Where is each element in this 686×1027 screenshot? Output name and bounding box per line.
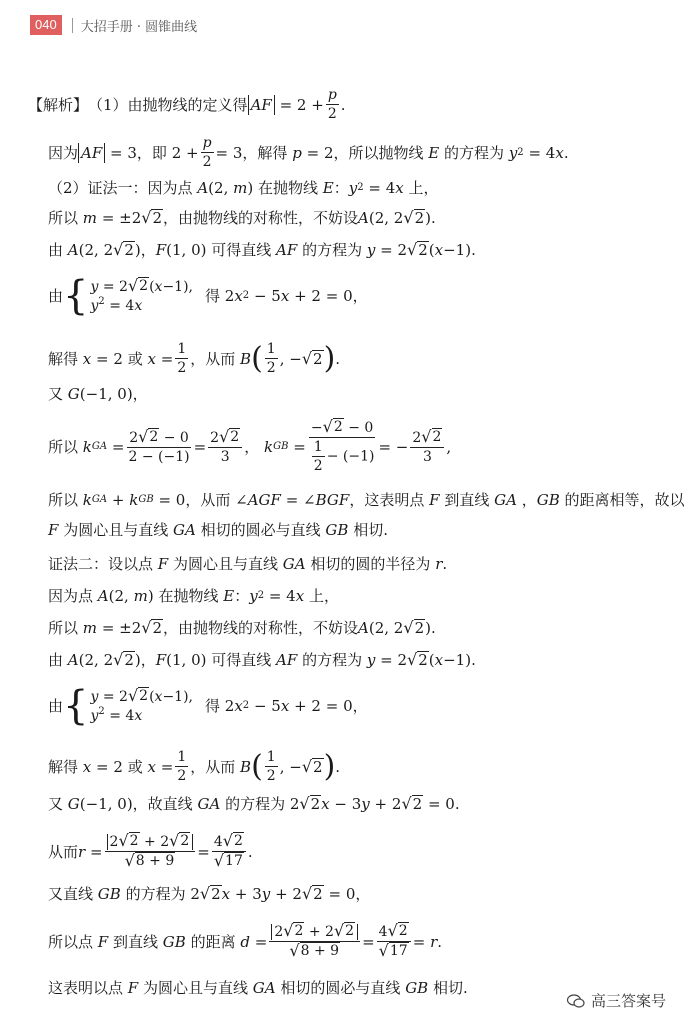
- solution-line-15: [48, 650, 476, 670]
- sqrt: √ 2: [401, 794, 423, 813]
- var: k: [82, 491, 92, 509]
- text: =: [193, 437, 207, 456]
- text: (1, 0) 可得直线: [166, 241, 272, 259]
- fraction: − √ 2 − 0 $\frac{1}{2}$ − (−1): [310, 417, 375, 474]
- text: )，: [134, 651, 156, 669]
- var: x: [147, 349, 156, 368]
- text: (: [149, 688, 155, 705]
- text: + 3: [234, 885, 262, 903]
- solution-line-6: 由 { y = 2 √ 2 (x−1), $y^2 = 4x$ 得 2 x 2 − 5 x + 2 = 0，: [48, 273, 368, 319]
- solution-line-9: [48, 418, 451, 475]
- text: 为圆心且与直线: [173, 555, 279, 573]
- text: = 2 或: [96, 349, 143, 368]
- var: p: [202, 135, 212, 151]
- var: GB: [325, 521, 349, 539]
- text: = 2 +: [279, 95, 324, 114]
- var: p: [292, 143, 302, 162]
- solution-line-5: [48, 240, 476, 260]
- text: (2, 2: [78, 241, 114, 259]
- var: GB: [97, 885, 121, 903]
- var: x: [147, 757, 156, 776]
- var: BGF: [315, 491, 350, 509]
- text: = ±2: [101, 209, 142, 227]
- text: .: [442, 555, 448, 573]
- text: =: [89, 842, 103, 861]
- text: 相切的圆必与直线: [280, 979, 401, 997]
- text: +: [111, 491, 125, 509]
- solution-tag: 【解析】: [28, 95, 89, 114]
- text: 到直线: [444, 491, 490, 509]
- sqrt: √ 2: [301, 348, 323, 368]
- text: (: [149, 278, 155, 295]
- var: E: [322, 179, 334, 197]
- text: (2, 2: [78, 651, 114, 669]
- sqrt: √ 2: [113, 240, 134, 259]
- solution-line-7: [48, 340, 340, 377]
- text: 这表明以点: [48, 979, 124, 997]
- fraction: 2 √ 2 + 2 √ 2 √ 8 + 9: [269, 922, 360, 961]
- solution-line-10: [48, 490, 685, 510]
- text: =: [197, 842, 210, 861]
- var: y: [90, 278, 99, 295]
- text: (2,: [108, 587, 129, 605]
- solution-line-11: [48, 520, 388, 540]
- var: F: [97, 932, 109, 951]
- text: ，这表明点: [349, 491, 425, 509]
- watermark-label: 高三答案号: [590, 992, 666, 1010]
- text: ) 在抛物线: [247, 179, 318, 197]
- solution-line-4: [48, 208, 436, 228]
- text: 2: [202, 154, 212, 170]
- text: 解得: [48, 349, 79, 368]
- text: − 5: [253, 287, 281, 305]
- var: G: [67, 385, 80, 403]
- text: + 2: [275, 885, 302, 903]
- text: (: [428, 241, 435, 259]
- var: p: [327, 87, 337, 103]
- text: 的方程为 2: [225, 795, 300, 813]
- text: = 4: [368, 179, 396, 197]
- text: =: [160, 349, 174, 368]
- var: G: [67, 795, 80, 813]
- text: 证法二：设以点: [48, 555, 154, 573]
- sqrt: √ 2: [407, 240, 428, 259]
- text: 又直线: [48, 885, 94, 903]
- var: y: [348, 179, 358, 197]
- text: 的方程为: [302, 651, 363, 669]
- text: 的方程为 2: [125, 885, 200, 903]
- text: 因为: [48, 143, 79, 162]
- text: 相切.: [433, 979, 468, 997]
- text: 因为点: [48, 587, 94, 605]
- var: m: [82, 209, 98, 227]
- text: = 3，即 2 +: [110, 143, 199, 162]
- text: −1).: [443, 241, 476, 259]
- var: A: [97, 587, 109, 605]
- var: x: [221, 885, 231, 903]
- text: (−1, 0)，故直线: [79, 795, 193, 813]
- solution-line-22: [48, 978, 468, 998]
- var: y: [249, 587, 258, 605]
- text: =: [412, 932, 426, 951]
- text: ：: [234, 587, 250, 605]
- sqrt: √ 2: [403, 208, 425, 227]
- text: =: [293, 437, 306, 456]
- var: x: [154, 688, 163, 705]
- var: m: [233, 179, 248, 197]
- text: 所以: [48, 491, 79, 509]
- text: = ±2: [101, 619, 142, 637]
- fraction: $\frac{1}{2}$: [266, 749, 276, 784]
- text: 由: [48, 241, 64, 259]
- text: 相切.: [353, 521, 388, 539]
- text: = 3，解得: [215, 143, 288, 162]
- var: F: [48, 521, 59, 539]
- text: , −: [279, 757, 302, 776]
- solution-line-20: [48, 884, 370, 904]
- var: AF: [276, 651, 298, 669]
- var: y: [366, 241, 376, 259]
- var: r: [430, 932, 438, 951]
- sqrt: √ 2: [127, 275, 149, 295]
- sqrt: √ 2: [127, 685, 149, 705]
- var: GA: [494, 491, 517, 509]
- subscript: GB: [273, 440, 289, 452]
- left-brace: {: [63, 683, 89, 729]
- solution-line-13: 因为点 A (2, m ) 在抛物线 E ： y 2 = 4 x 上，: [48, 587, 339, 605]
- text: ).: [425, 209, 436, 227]
- watermark: [567, 990, 666, 1011]
- text: 上，: [308, 587, 339, 605]
- var: GB: [536, 491, 560, 509]
- text: ，由抛物线的对称性，不妨设: [163, 209, 359, 227]
- text: (1, 0) 可得直线: [166, 651, 272, 669]
- text: (2,: [208, 179, 229, 197]
- text: =: [254, 932, 268, 951]
- exponent: 2: [98, 705, 105, 717]
- var: GA: [252, 979, 276, 997]
- solution-line-18: [48, 794, 460, 814]
- var: y: [90, 688, 99, 705]
- text: 的方程为: [444, 143, 505, 162]
- text: + 2 = 0，: [294, 697, 368, 715]
- var: GA: [197, 795, 221, 813]
- solution-line-21: [48, 922, 442, 961]
- text: =: [111, 437, 125, 456]
- var: F: [429, 491, 440, 509]
- text: 相切的圆必与直线: [200, 521, 321, 539]
- right-paren: ): [323, 748, 336, 784]
- var: k: [82, 437, 92, 456]
- var: x: [82, 757, 92, 776]
- text: .: [340, 95, 346, 114]
- text: ，: [244, 437, 260, 456]
- var: r: [435, 555, 443, 573]
- page-header: [30, 14, 197, 36]
- text: 解得: [48, 757, 79, 776]
- var: x: [154, 278, 163, 295]
- text: = 2: [380, 241, 408, 259]
- sqrt: √ 2: [199, 884, 221, 903]
- text: = 4: [268, 587, 296, 605]
- text: = −: [378, 437, 409, 456]
- equation-system: [90, 277, 193, 316]
- text: ) 在抛物线: [147, 587, 219, 605]
- var: k: [129, 491, 139, 509]
- text: =: [160, 757, 174, 776]
- text: + 2: [374, 795, 402, 813]
- text: )，: [134, 241, 156, 259]
- fraction: $\frac{1}{2}$: [266, 341, 276, 376]
- text: ,: [446, 437, 452, 456]
- var: x: [434, 241, 444, 259]
- var: y: [366, 651, 376, 669]
- var: E: [223, 587, 235, 605]
- text: −1),: [162, 688, 193, 705]
- fraction: $\frac{1}{2}$: [177, 341, 187, 376]
- text: = 2，所以抛物线: [306, 143, 424, 162]
- page-number: 040: [30, 15, 62, 35]
- text: = 2: [102, 278, 128, 295]
- var: y: [90, 707, 99, 724]
- sqrt: √ 2: [407, 650, 428, 669]
- text: , −: [279, 349, 302, 368]
- var: x: [134, 707, 143, 724]
- text: 的距离相等，故以: [564, 491, 685, 509]
- var: A: [67, 651, 79, 669]
- text: −1),: [162, 278, 193, 295]
- sqrt: √ 2: [301, 756, 323, 776]
- var: AGF: [247, 491, 281, 509]
- var: r: [78, 842, 86, 861]
- text: 又: [48, 795, 64, 813]
- fraction: 2 √ 2 3: [410, 428, 444, 466]
- sqrt: √ 2: [141, 618, 163, 637]
- text: 由: [48, 697, 64, 715]
- var: B: [240, 349, 252, 368]
- text: （1）由抛物线的定义得: [88, 95, 248, 114]
- var: x: [234, 287, 243, 305]
- var: GB: [405, 979, 429, 997]
- var: B: [240, 757, 252, 776]
- text: 上，: [408, 179, 439, 197]
- text: (: [428, 651, 435, 669]
- text: + 2 = 0，: [294, 287, 368, 305]
- text: ).: [425, 619, 436, 637]
- text: −1).: [443, 651, 476, 669]
- solution-line-2: 因为 AF = 3，即 2 + $\frac{p}{2}$ = 3，解得 p = 2，所以抛物线 E 的方程为 y 2 = 4 x .: [48, 135, 569, 170]
- var: x: [321, 795, 330, 813]
- var: F: [157, 555, 169, 573]
- var: GB: [162, 932, 186, 951]
- var: AF: [81, 143, 103, 162]
- text: .: [247, 842, 253, 861]
- left-paren: (: [251, 340, 263, 376]
- solution-line-12: [48, 554, 447, 574]
- var: x: [555, 143, 564, 162]
- var: x: [434, 651, 444, 669]
- sqrt: √ 2: [301, 884, 323, 903]
- var: AF: [250, 95, 272, 114]
- var: y: [90, 297, 99, 314]
- solution-line-19: [48, 832, 253, 871]
- text: 所以: [48, 437, 79, 456]
- var: m: [133, 587, 148, 605]
- sqrt: √ 2: [299, 794, 321, 813]
- text: ，从而: [190, 757, 236, 776]
- fraction: 2 √ 2 + 2 √ 2 √ 8 + 9: [105, 832, 196, 871]
- var: A: [358, 209, 369, 227]
- text: = 4: [528, 143, 556, 162]
- text: (2, 2: [368, 209, 404, 227]
- var: A: [358, 619, 369, 637]
- abs-value: [78, 143, 105, 163]
- text: = 0，从而 ∠: [158, 491, 248, 509]
- subscript: GA: [91, 440, 108, 452]
- text: ：: [333, 179, 349, 197]
- text: = ∠: [285, 491, 316, 509]
- var: F: [127, 979, 139, 997]
- text: 相切的圆的半径为: [310, 555, 431, 573]
- header-divider: [72, 18, 73, 33]
- var: k: [264, 437, 274, 456]
- text: 到直线: [113, 932, 159, 951]
- text: .: [437, 932, 443, 951]
- text: 所以: [48, 619, 79, 637]
- solution-line-16: 由 { y = 2 √ 2 (x−1), $y^2 = 4x$ 得 2 x 2 − 5 x + 2 = 0，: [48, 683, 368, 729]
- text: 所以: [48, 209, 79, 227]
- text: = 4: [109, 707, 135, 724]
- wechat-icon: [567, 994, 585, 1008]
- text: ，: [521, 491, 537, 509]
- text: .: [335, 757, 341, 776]
- text: = 0.: [427, 795, 460, 813]
- var: F: [155, 651, 167, 669]
- text: 为圆心且与直线: [143, 979, 249, 997]
- text: 又: [48, 385, 64, 403]
- text: − 5: [253, 697, 281, 715]
- fraction: 2 √ 2 − 0 2 − (−1): [128, 426, 190, 465]
- text: 从而: [48, 842, 79, 861]
- var: d: [240, 932, 250, 951]
- sqrt: √ 2: [113, 650, 134, 669]
- text: =: [362, 932, 375, 951]
- text: 的方程为: [302, 241, 363, 259]
- var: A: [197, 179, 209, 197]
- equation-system: [90, 687, 193, 726]
- text: .: [335, 349, 341, 368]
- left-brace: {: [63, 273, 89, 319]
- text: 的距离: [190, 932, 236, 951]
- text: ，由抛物线的对称性，不妨设: [163, 619, 359, 637]
- text: 由: [48, 287, 64, 305]
- text: 得 2: [205, 697, 235, 715]
- var: x: [234, 697, 243, 715]
- fraction: [326, 86, 339, 123]
- var: x: [280, 287, 290, 305]
- text: （2）证法一：因为点: [48, 179, 193, 197]
- right-paren: ): [323, 340, 336, 376]
- sqrt: √ 2: [141, 208, 163, 227]
- text: = 2: [102, 688, 128, 705]
- text: = 4: [109, 297, 135, 314]
- text: (−1, 0)，: [79, 385, 148, 403]
- text: = 0，: [328, 885, 371, 903]
- var: GA: [282, 555, 306, 573]
- var: AF: [276, 241, 298, 259]
- text: = 2: [380, 651, 408, 669]
- solution-line-3: （2）证法一：因为点 A (2, m ) 在抛物线 E ： y 2 = 4 x 上，: [48, 179, 439, 197]
- text: .: [563, 143, 569, 162]
- text: ，从而: [190, 349, 236, 368]
- fraction: 4 √ 2 √ 17: [377, 922, 411, 961]
- var: y: [361, 795, 370, 813]
- text: = 2 或: [96, 757, 143, 776]
- fraction: [201, 134, 214, 171]
- var: A: [67, 241, 79, 259]
- sqrt: √ 2: [403, 618, 425, 637]
- text: − 3: [334, 795, 362, 813]
- solution-line-14: [48, 618, 436, 638]
- var: GA: [173, 521, 196, 539]
- var: y: [508, 143, 518, 162]
- abs-value: [248, 95, 275, 115]
- var: y: [261, 885, 271, 903]
- var: x: [280, 697, 290, 715]
- solution-line-8: [48, 384, 148, 404]
- var: E: [428, 143, 440, 162]
- text: 得 2: [205, 287, 235, 305]
- text: 2: [327, 106, 337, 122]
- solution-line-17: [48, 748, 340, 785]
- var: x: [82, 349, 92, 368]
- text: 由: [48, 651, 64, 669]
- text: (2, 2: [368, 619, 404, 637]
- book-title: 大招手册 · 圆锥曲线: [80, 19, 198, 35]
- subscript: GB: [138, 494, 154, 505]
- var: m: [82, 619, 98, 637]
- subscript: GA: [91, 494, 108, 505]
- left-paren: (: [251, 748, 263, 784]
- text: 所以点: [48, 932, 94, 951]
- text: 为圆心且与直线: [63, 521, 169, 539]
- var: x: [395, 179, 404, 197]
- var: x: [134, 297, 143, 314]
- fraction: $\frac{1}{2}$: [177, 749, 187, 784]
- exponent: 2: [98, 295, 105, 307]
- fraction: 4 √ 2 √ 17: [212, 832, 246, 871]
- fraction: 2 √ 2 3: [208, 428, 242, 466]
- var: F: [155, 241, 167, 259]
- solution-line-1: [28, 86, 346, 123]
- var: x: [295, 587, 305, 605]
